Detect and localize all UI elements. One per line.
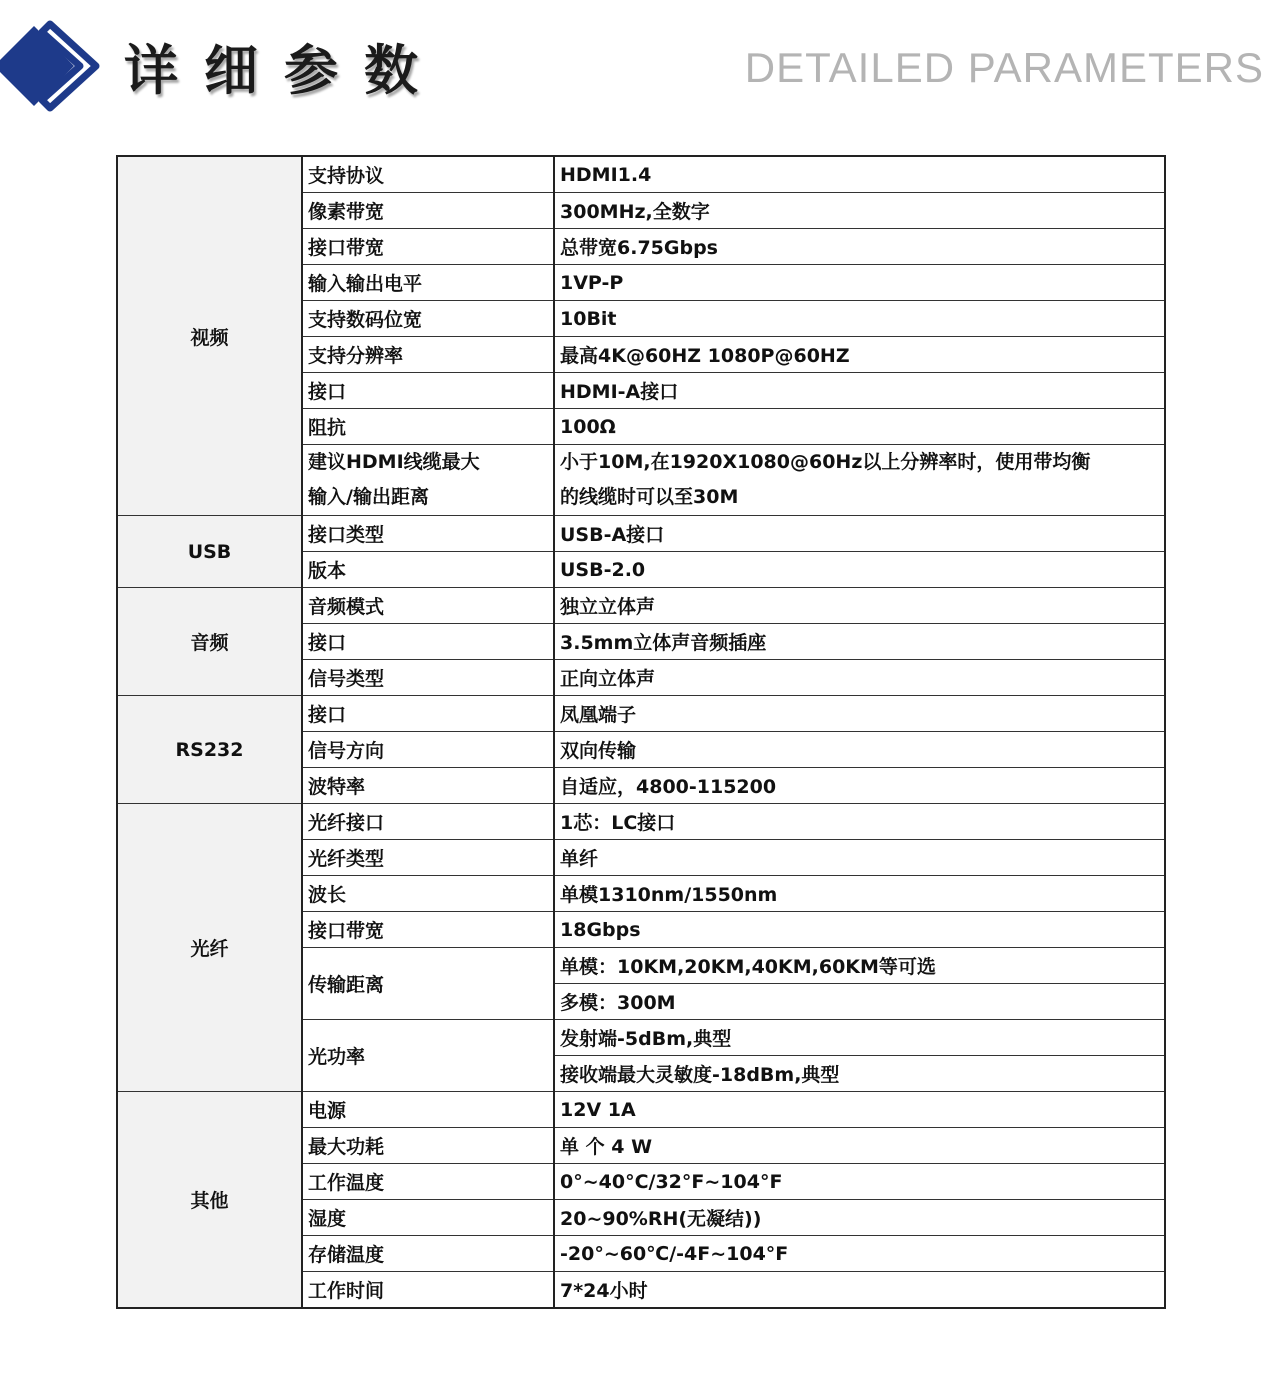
param-name: 光纤接口 xyxy=(302,804,554,840)
param-value: 正向立体声 xyxy=(554,660,1165,696)
category-cell-fiber: 光纤 xyxy=(117,804,302,1092)
param-name: 接口带宽 xyxy=(302,229,554,265)
diamond-logo-icon xyxy=(0,20,110,112)
param-value: 3.5mm立体声音频插座 xyxy=(554,624,1165,660)
param-value: 1芯：LC接口 xyxy=(554,804,1165,840)
category-cell-video: 视频 xyxy=(117,156,302,516)
category-cell-rs232: RS232 xyxy=(117,696,302,804)
param-value: 300MHz,全数字 xyxy=(554,193,1165,229)
param-value: 0°~40°C/32°F~104°F xyxy=(554,1164,1165,1200)
param-value: 总带宽6.75Gbps xyxy=(554,229,1165,265)
param-value: -20°~60℃/-4F~104°F xyxy=(554,1236,1165,1272)
table-row xyxy=(117,696,1165,732)
param-name: 传输距离 xyxy=(302,948,554,1020)
param-name xyxy=(302,445,554,516)
param-name: 接口 xyxy=(302,696,554,732)
param-value: 18Gbps xyxy=(554,912,1165,948)
param-name: 工作温度 xyxy=(302,1164,554,1200)
param-value: 单模1310nm/1550nm xyxy=(554,876,1165,912)
table-row xyxy=(117,156,1165,193)
param-value: 100Ω xyxy=(554,409,1165,445)
param-name: 波特率 xyxy=(302,768,554,804)
table-row xyxy=(117,804,1165,840)
param-name-line: 输入/输出距离 xyxy=(308,486,429,508)
param-value: 最高4K@60HZ 1080P@60HZ xyxy=(554,337,1165,373)
param-name: 光功率 xyxy=(302,1020,554,1092)
param-name: 接口 xyxy=(302,624,554,660)
table-row xyxy=(117,516,1165,552)
param-value: HDMI1.4 xyxy=(554,156,1165,193)
param-value: 自适应，4800-115200 xyxy=(554,768,1165,804)
param-name: 最大功耗 xyxy=(302,1128,554,1164)
param-name: 像素带宽 xyxy=(302,193,554,229)
page-title-en: DETAILED PARAMETERS xyxy=(744,44,1264,91)
param-name: 存储温度 xyxy=(302,1236,554,1272)
category-cell-other: 其他 xyxy=(117,1092,302,1309)
param-value: USB-2.0 xyxy=(554,552,1165,588)
param-name: 版本 xyxy=(302,552,554,588)
table-row xyxy=(117,1092,1165,1128)
param-value: 双向传输 xyxy=(554,732,1165,768)
param-name: 接口类型 xyxy=(302,516,554,552)
param-name: 支持协议 xyxy=(302,156,554,193)
param-name: 波长 xyxy=(302,876,554,912)
param-name: 工作时间 xyxy=(302,1272,554,1309)
param-value: 接收端最大灵敏度-18dBm,典型 xyxy=(554,1056,1165,1092)
param-name: 音频模式 xyxy=(302,588,554,624)
param-value: 单纤 xyxy=(554,840,1165,876)
param-name: 光纤类型 xyxy=(302,840,554,876)
param-name: 支持分辨率 xyxy=(302,337,554,373)
param-name: 支持数码位宽 xyxy=(302,301,554,337)
param-value: 单 个 4 W xyxy=(554,1128,1165,1164)
param-value: HDMI-A接口 xyxy=(554,373,1165,409)
param-value xyxy=(554,445,1165,516)
param-value: USB-A接口 xyxy=(554,516,1165,552)
category-cell-audio: 音频 xyxy=(117,588,302,696)
param-value: 单模：10KM,20KM,40KM,60KM等可选 xyxy=(554,948,1165,984)
page-title-cn: 详细参数 xyxy=(124,39,444,102)
table-row xyxy=(117,588,1165,624)
spec-table xyxy=(116,155,1166,1309)
param-value: 7*24小时 xyxy=(554,1272,1165,1309)
param-name: 接口带宽 xyxy=(302,912,554,948)
param-name: 阻抗 xyxy=(302,409,554,445)
page-header xyxy=(0,0,1280,130)
param-value: 1VP-P xyxy=(554,265,1165,301)
param-value: 独立立体声 xyxy=(554,588,1165,624)
param-name: 接口 xyxy=(302,373,554,409)
param-name: 输入输出电平 xyxy=(302,265,554,301)
param-value: 发射端-5dBm,典型 xyxy=(554,1020,1165,1056)
param-value: 10Bit xyxy=(554,301,1165,337)
param-name: 电源 xyxy=(302,1092,554,1128)
category-cell-usb: USB xyxy=(117,516,302,588)
param-value: 凤凰端子 xyxy=(554,696,1165,732)
param-name: 信号方向 xyxy=(302,732,554,768)
param-name: 湿度 xyxy=(302,1200,554,1236)
param-name-line: 建议HDMI线缆最大 xyxy=(308,451,480,473)
param-value-line: 小于10M,在1920X1080@60Hz以上分辨率时，使用带均衡 xyxy=(560,451,1091,473)
param-name: 信号类型 xyxy=(302,660,554,696)
param-value: 12V 1A xyxy=(554,1092,1165,1128)
param-value-line: 的线缆时可以至30M xyxy=(560,486,739,508)
param-value: 20~90%RH(无凝结)) xyxy=(554,1200,1165,1236)
param-value: 多模：300M xyxy=(554,984,1165,1020)
